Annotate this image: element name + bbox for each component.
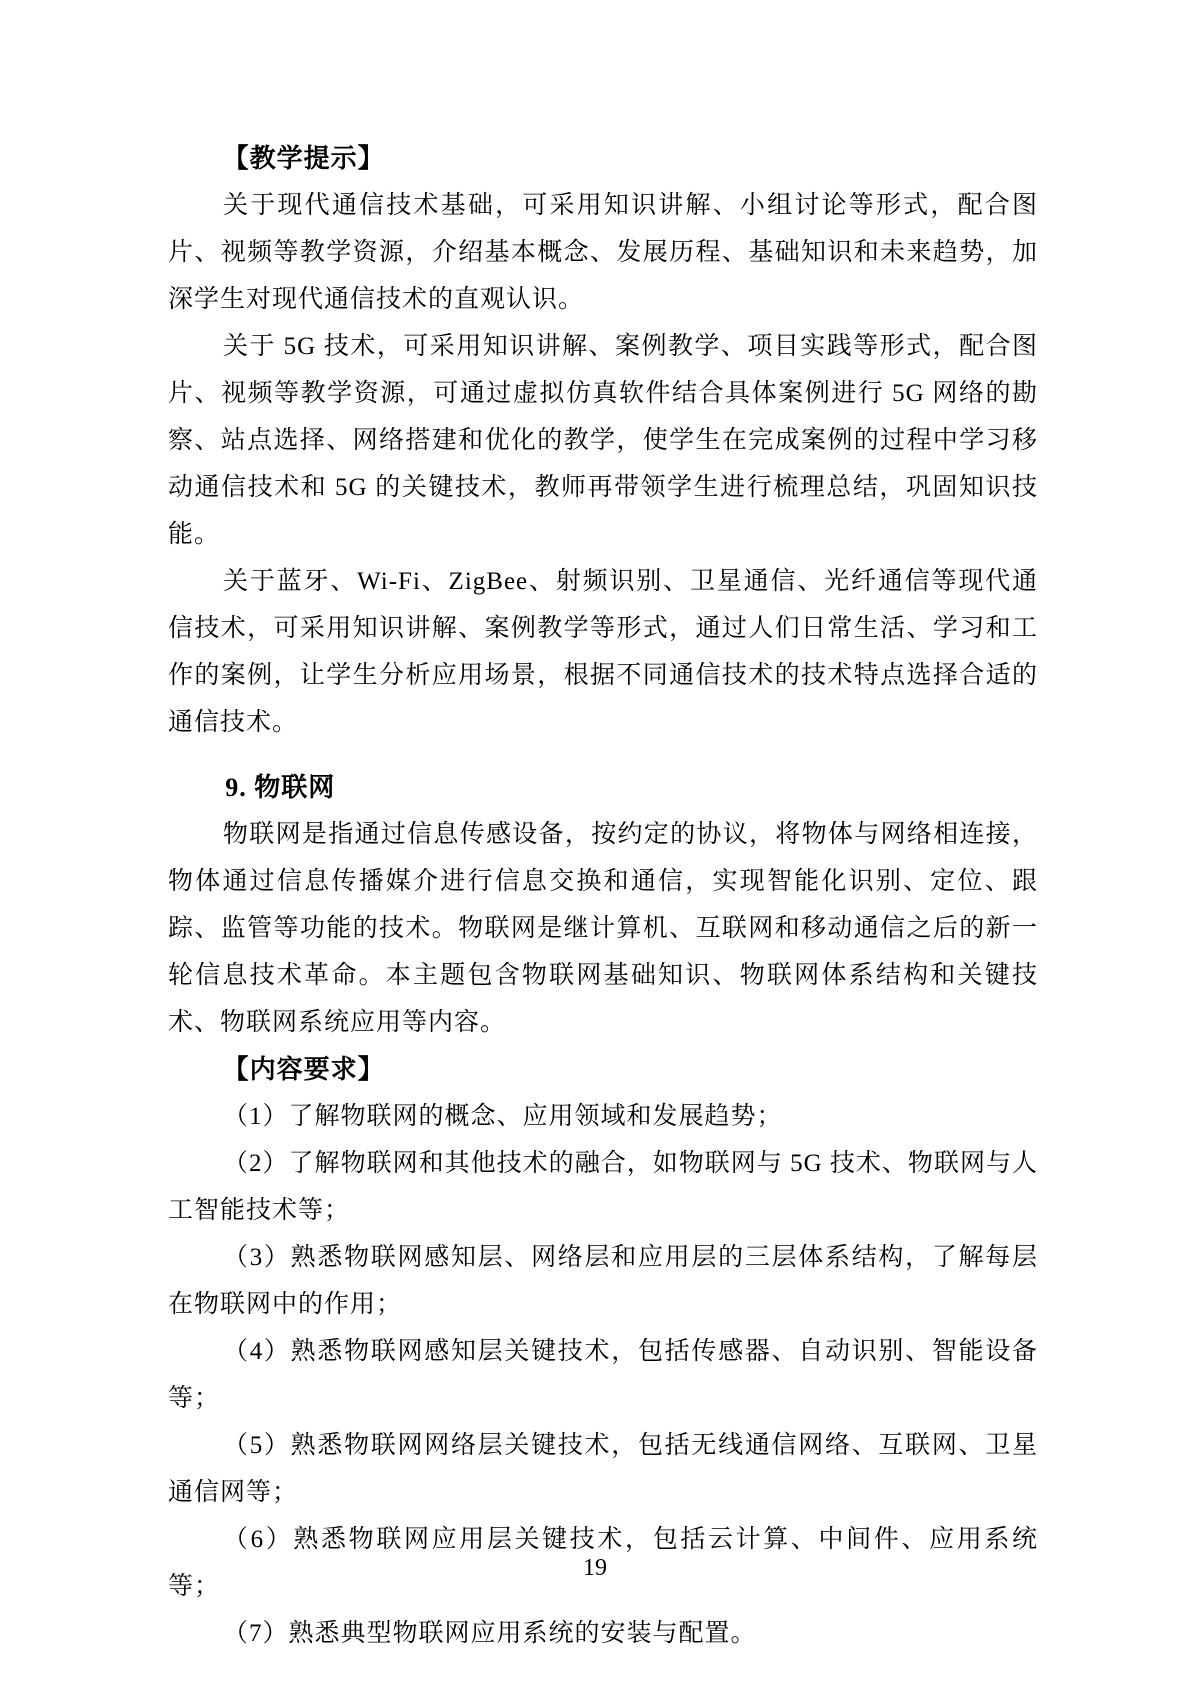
teaching-paragraph-3: 关于蓝牙、Wi-Fi、ZigBee、射频识别、卫星通信、光纤通信等现代通信技术，可采用知识讲解、案例教学等形式，通过人们日常生活、学习和工作的案例，让学生分析应用场景，根据不同通信技术的技术特点选择合适的通信技术。 (168, 568, 1038, 736)
requirement-item-4: （4）熟悉物联网感知层关键技术，包括传感器、自动识别、智能设备等； (168, 1338, 1038, 1412)
page-content (168, 135, 1038, 1657)
teaching-paragraph-1: 关于现代通信技术基础，可采用知识讲解、小组讨论等形式，配合图片、视频等教学资源，介绍基本概念、发展历程、基础知识和未来趋势，加深学生对现代通信技术的直观认识。 (168, 192, 1038, 313)
iot-intro-paragraph: 物联网是指通过信息传感设备，按约定的协议，将物体与网络相连接，物体通过信息传播媒介进行信息交换和通信，实现智能化识别、定位、跟踪、监管等功能的技术。物联网是继计算机、互联网和移动通信之后的新一轮信息技术革命。本主题包含物联网基础知识、物联网体系结构和关键技术、物联网系统应用等内容。 (168, 821, 1038, 1036)
page-number: 19 (583, 1555, 607, 1581)
teaching-tips-heading: 【教学提示】 (222, 144, 385, 173)
requirement-item-2: （2）了解物联网和其他技术的融合，如物联网与 5G 技术、物联网与人工智能技术等； (168, 1150, 1038, 1224)
content-requirements-heading: 【内容要求】 (222, 1055, 385, 1084)
requirement-item-1: （1）了解物联网的概念、应用领域和发展趋势； (223, 1103, 783, 1130)
teaching-paragraph-2: 关于 5G 技术，可采用知识讲解、案例教学、项目实践等形式，配合图片、视频等教学资源，可通过虚拟仿真软件结合具体案例进行 5G 网络的勘察、站点选择、网络搭建和优化的教学，使学生在完成案例的过程中学习移动通信技术和 5G 的关键技术，教师再带领学生进行梳理总结，巩固知识技能。 (168, 333, 1038, 548)
requirement-item-5: （5）熟悉物联网网络层关键技术，包括无线通信网络、互联网、卫星通信网等； (168, 1432, 1038, 1506)
iot-section-heading: 9. 物联网 (225, 773, 336, 802)
requirement-item-3: （3）熟悉物联网感知层、网络层和应用层的三层体系结构，了解每层在物联网中的作用； (168, 1244, 1038, 1318)
requirement-item-6: （6）熟悉物联网应用层关键技术，包括云计算、中间件、应用系统等； (168, 1526, 1038, 1600)
requirement-item-7: （7）熟悉典型物联网应用系统的安装与配置。 (223, 1620, 757, 1647)
